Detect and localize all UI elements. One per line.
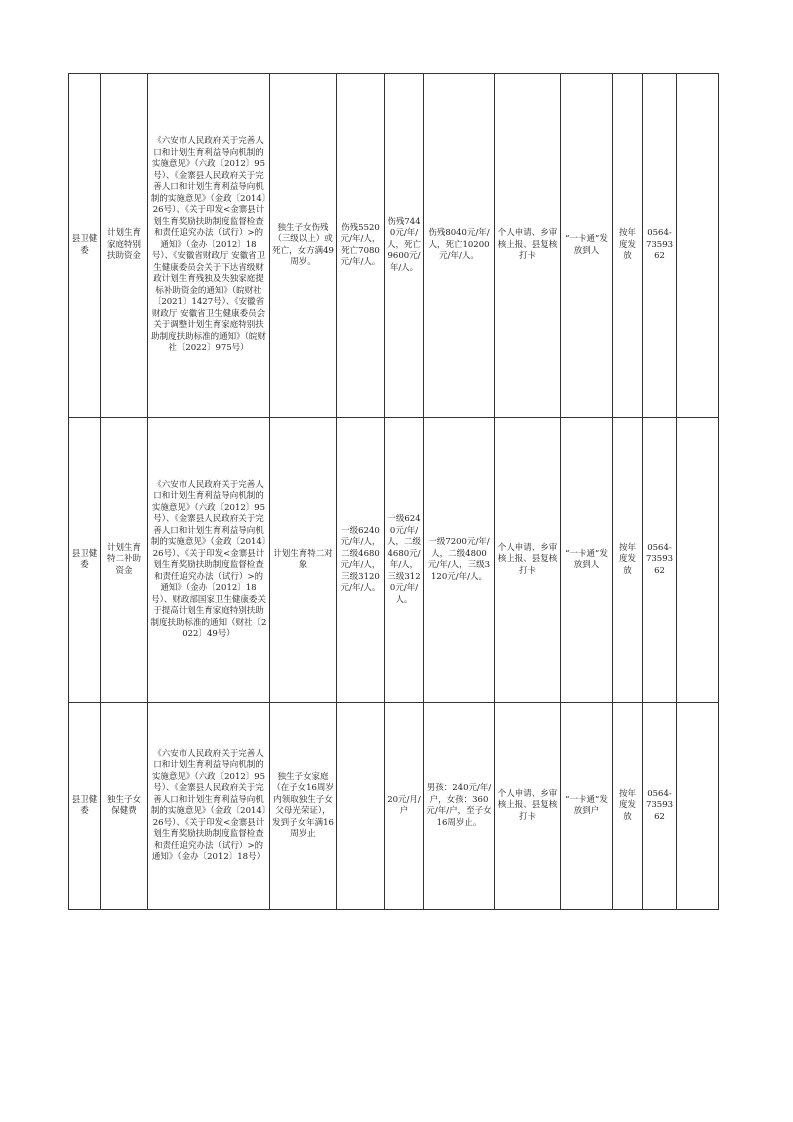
standard-b-cell: 伤残7440元/年/人，死亡9600元/年/人。	[385, 74, 424, 418]
table-row	[69, 74, 719, 418]
method-cell: “一卡通”发放到人	[561, 418, 613, 703]
standard-c-cell: 伤残8040元/年/人，死亡10200元/年/人。	[424, 74, 495, 418]
policy-basis-cell: 《六安市人民政府关于完善人口和计划生育利益导向机制的实施意见》（六政〔2012〕95号）、《金寨县人民政府关于完善人口和计划生育利益导向机制的实施意见》（金政〔2014〕26号）、《关于印发<金寨县计划生育奖励扶助制度监督检查和责任追究办法（试行）>的通知》（金办〔2012〕18号）、《安徽省财政厅 安徽省卫生健康委员会关于下达省级财政计划生育残独及失独家庭提标补助资金的通知》（皖财社〔2021〕1427号）、《安徽省财政厅 安徽省卫生健康委员会关于调整计划生育家庭特别扶助制度扶助标准的通知》（皖财社〔2022〕975号）	[148, 74, 270, 418]
process-cell: 个人申请、乡审核上报、县复核打卡	[495, 703, 561, 910]
policy-basis-cell: 《六安市人民政府关于完善人口和计划生育利益导向机制的实施意见》（六政〔2012〕95号）、《金寨县人民政府关于完善人口和计划生育利益导向机制的实施意见》（金政〔2014〕26号）、《关于印发<金寨县计划生育奖励扶助制度监督检查和责任追究办法（试行）>的通知》（金办〔2012〕18号）、财政部国家卫生健康委关于提高计划生育家庭特别扶助制度扶助标准的通知（财社〔2022〕49号）	[148, 418, 270, 703]
item-cell: 计划生育家庭特别扶助资金	[101, 74, 148, 418]
phone-cell: 0564-7359362	[643, 703, 677, 910]
target-cell: 独生子女家庭（在子女16周岁内领取独生子女父母光荣证），发到子女年满16周岁止	[270, 703, 337, 910]
item-cell: 计划生育特二补助资金	[101, 418, 148, 703]
standard-b-cell: 20元/月/户	[385, 703, 424, 910]
process-cell: 个人申请、乡审核上报、县复核打卡	[495, 418, 561, 703]
note-cell	[677, 74, 719, 418]
note-cell	[677, 418, 719, 703]
standard-c-cell: 男孩：240元/年/户，女孩：360元/年/户，至子女16周岁止。	[424, 703, 495, 910]
policy-basis-cell: 《六安市人民政府关于完善人口和计划生育利益导向机制的实施意见》（六政〔2012〕95号）、《金寨县人民政府关于完善人口和计划生育利益导向机制的实施意见》（金政〔2014〕26号）、《关于印发<金寨县计划生育奖励扶助制度监督检查和责任追究办法（试行）>的通知》（金办〔2012〕18号）	[148, 703, 270, 910]
method-cell: “一卡通”发放到人	[561, 74, 613, 418]
standard-a-cell	[337, 703, 385, 910]
process-cell: 个人申请、乡审核上报、县复核打卡	[495, 74, 561, 418]
dept-cell: 县卫健委	[69, 74, 101, 418]
dept-cell: 县卫健委	[69, 703, 101, 910]
phone-cell: 0564-7359362	[643, 74, 677, 418]
standard-b-cell: 一级6240元/年/人，二级4680元/年/人，三级3120元/年/人。	[385, 418, 424, 703]
cycle-cell: 按年度发放	[613, 418, 643, 703]
standard-c-cell: 一级7200元/年/人，二级4800元/年/人，三级3120元/年/人。	[424, 418, 495, 703]
table-row	[69, 703, 719, 910]
phone-cell: 0564-7359362	[643, 418, 677, 703]
target-cell: 独生子女伤残（三级以上）或死亡，女方满49周岁。	[270, 74, 337, 418]
standard-a-cell: 伤残5520元/年/人，死亡7080元/年/人。	[337, 74, 385, 418]
subsidy-table	[68, 73, 719, 910]
cycle-cell: 按年度发放	[613, 74, 643, 418]
note-cell	[677, 703, 719, 910]
target-cell: 计划生育特二对象	[270, 418, 337, 703]
table-row	[69, 418, 719, 703]
method-cell: “一卡通”发放到户	[561, 703, 613, 910]
item-cell: 独生子女保健费	[101, 703, 148, 910]
standard-a-cell: 一级6240元/年/人，二级4680元/年/人，三级3120元/年/人。	[337, 418, 385, 703]
cycle-cell: 按年度发放	[613, 703, 643, 910]
dept-cell: 县卫健委	[69, 418, 101, 703]
